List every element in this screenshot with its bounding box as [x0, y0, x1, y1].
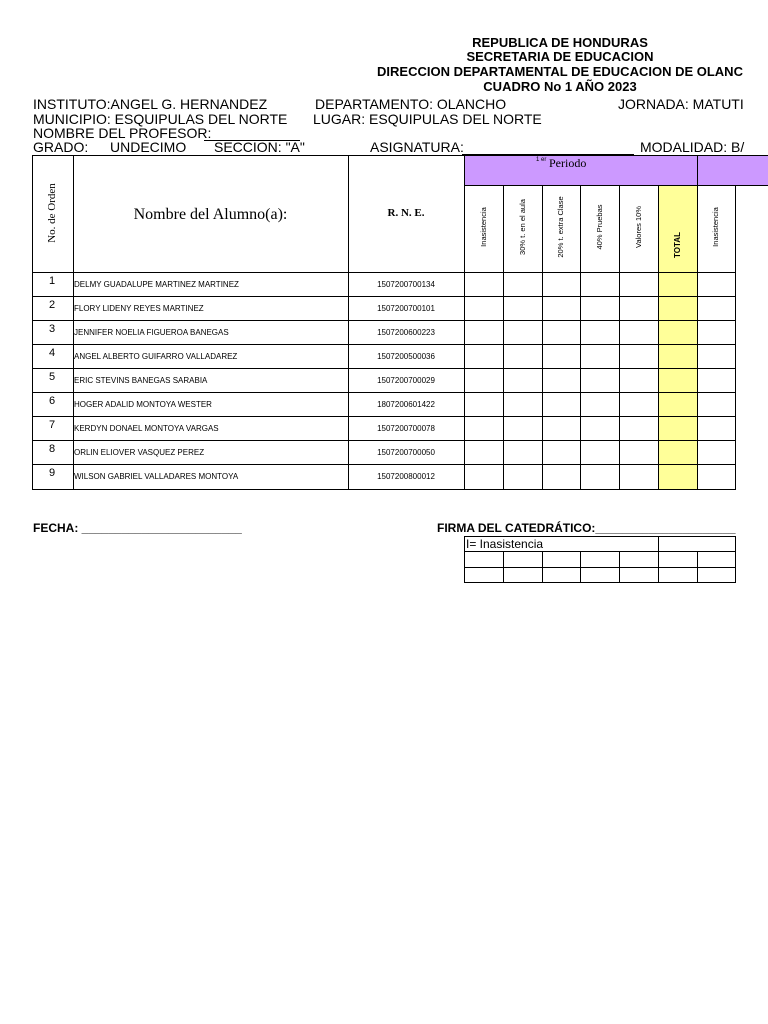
row-number: 5: [48, 371, 56, 383]
instituto-label: INSTITUTO:ANGEL G. HERNANDEZ: [33, 96, 268, 112]
header-line-1: REPUBLICA DE HONDURAS: [472, 35, 648, 50]
student-rne: 1507200500036: [377, 352, 435, 361]
legend-vline: [697, 551, 698, 582]
departamento-label: DEPARTAMENTO: OLANCHO: [315, 96, 507, 112]
row-number: 6: [48, 395, 56, 407]
legend-vline: [503, 551, 504, 582]
row-line: [32, 392, 736, 393]
grado-label: GRADO:: [33, 139, 89, 155]
legend-vline: [735, 536, 736, 582]
row-number: 9: [48, 467, 56, 479]
student-name: FLORY LIDENY REYES MARTINEZ: [74, 304, 204, 313]
periodo-superscript: 1 er: [536, 157, 547, 163]
seccion-label: SECCION: "A": [214, 139, 305, 155]
student-rne: 1507200700078: [377, 424, 435, 433]
student-rne: 1507200800012: [377, 472, 435, 481]
student-name: KERDYN DONAEL MONTOYA VARGAS: [74, 424, 219, 433]
student-name: JENNIFER NOELIA FIGUEROA BANEGAS: [74, 328, 229, 337]
legend-vline: [619, 551, 620, 582]
col-header-rne: R. N. E.: [387, 207, 425, 219]
fecha-label: FECHA: ________________________: [33, 521, 242, 535]
legend-line: [464, 567, 736, 568]
periodo-2-header-bg: [697, 155, 768, 185]
legend-line: [464, 551, 736, 552]
student-rne: 1507200700134: [377, 280, 435, 289]
row-line: [32, 344, 736, 345]
table-bottom-border: [32, 489, 736, 490]
sub-header-valores: Valores 10%: [634, 206, 643, 248]
student-rne: 1507200700029: [377, 376, 435, 385]
sub-header-total: TOTAL: [673, 232, 682, 258]
asignatura-label: ASIGNATURA:: [370, 139, 464, 155]
col-header-nombre: Nombre del Alumno(a):: [133, 206, 288, 223]
legend-vline: [464, 536, 465, 582]
periodo-2-top-border: [697, 155, 768, 156]
student-rne: 1507200700101: [377, 304, 435, 313]
student-name: DELMY GUADALUPE MARTINEZ MARTINEZ: [74, 280, 239, 289]
row-number: 3: [48, 323, 56, 335]
modalidad-label: MODALIDAD: B/: [640, 139, 745, 155]
col-line-3: [580, 185, 581, 489]
student-rne: 1507200700050: [377, 448, 435, 457]
sub-header-inasistencia: Inasistencia: [479, 207, 488, 247]
jornada-label: JORNADA: MATUTI: [618, 96, 744, 112]
col-line-4: [619, 185, 620, 489]
grado-value: UNDECIMO: [110, 139, 187, 155]
table-left-border: [32, 155, 33, 489]
col-header-orden: No. de Orden: [46, 183, 58, 243]
student-name: ORLIN ELIOVER VASQUEZ PEREZ: [74, 448, 205, 457]
municipio-label: MUNICIPIO: ESQUIPULAS DEL NORTE: [33, 111, 288, 127]
row-number: 8: [48, 443, 56, 455]
legend-vline: [542, 551, 543, 582]
lugar-label: LUGAR: ESQUIPULAS DEL NORTE: [313, 111, 542, 127]
header-bottom-border: [32, 272, 736, 273]
sub-header-pruebas: 40% Pruebas: [595, 204, 604, 250]
legend-inasistencia: I= Inasistencia: [466, 537, 544, 551]
row-number: 7: [48, 419, 56, 431]
sub-header-inasistencia-2: Inasistencia: [711, 207, 720, 247]
legend-vline: [658, 536, 659, 582]
student-name: ANGEL ALBERTO GUIFARRO VALLADAREZ: [74, 352, 238, 361]
col-line-rne: [464, 155, 465, 489]
profesor-label: NOMBRE DEL PROFESOR:: [33, 125, 212, 141]
sub-header-trabajo-aula: 30% t. en el aula: [518, 199, 527, 255]
row-line: [32, 368, 736, 369]
header-line-2: SECRETARIA DE EDUCACION: [466, 49, 654, 64]
row-line: [32, 440, 736, 441]
col-line-1: [503, 185, 504, 489]
row-number: 1: [48, 275, 56, 287]
periodo-separator: [464, 185, 768, 186]
row-line: [32, 464, 736, 465]
student-name: ERIC STEVINS BANEGAS SARABIA: [74, 376, 208, 385]
periodo-label: Periodo: [549, 156, 587, 170]
row-line: [32, 320, 736, 321]
table-top-border: [32, 155, 736, 156]
col-line-nombre: [348, 155, 349, 489]
header-line-3: DIRECCION DEPARTAMENTAL DE EDUCACION DE OLANC: [377, 64, 743, 79]
student-name: WILSON GABRIEL VALLADARES MONTOYA: [74, 472, 239, 481]
row-number: 2: [48, 299, 56, 311]
row-number: 4: [48, 347, 56, 359]
student-name: HOGER ADALID MONTOYA WESTER: [74, 400, 212, 409]
col-line-6: [697, 155, 698, 489]
col-line-5: [658, 185, 659, 489]
sub-header-extra-clase: 20% t. extra Clase: [556, 196, 565, 258]
firma-label: FIRMA DEL CATEDRÁTICO:_____________________: [437, 521, 736, 535]
student-rne: 1507200600223: [377, 328, 435, 337]
student-rne: 1807200601422: [377, 400, 435, 409]
legend-vline: [580, 551, 581, 582]
header-line-4: CUADRO No 1 AÑO 2023: [483, 79, 637, 94]
row-line: [32, 416, 736, 417]
legend-line: [464, 582, 736, 583]
row-line: [32, 296, 736, 297]
col-line-7: [735, 185, 736, 489]
col-line-2: [542, 185, 543, 489]
